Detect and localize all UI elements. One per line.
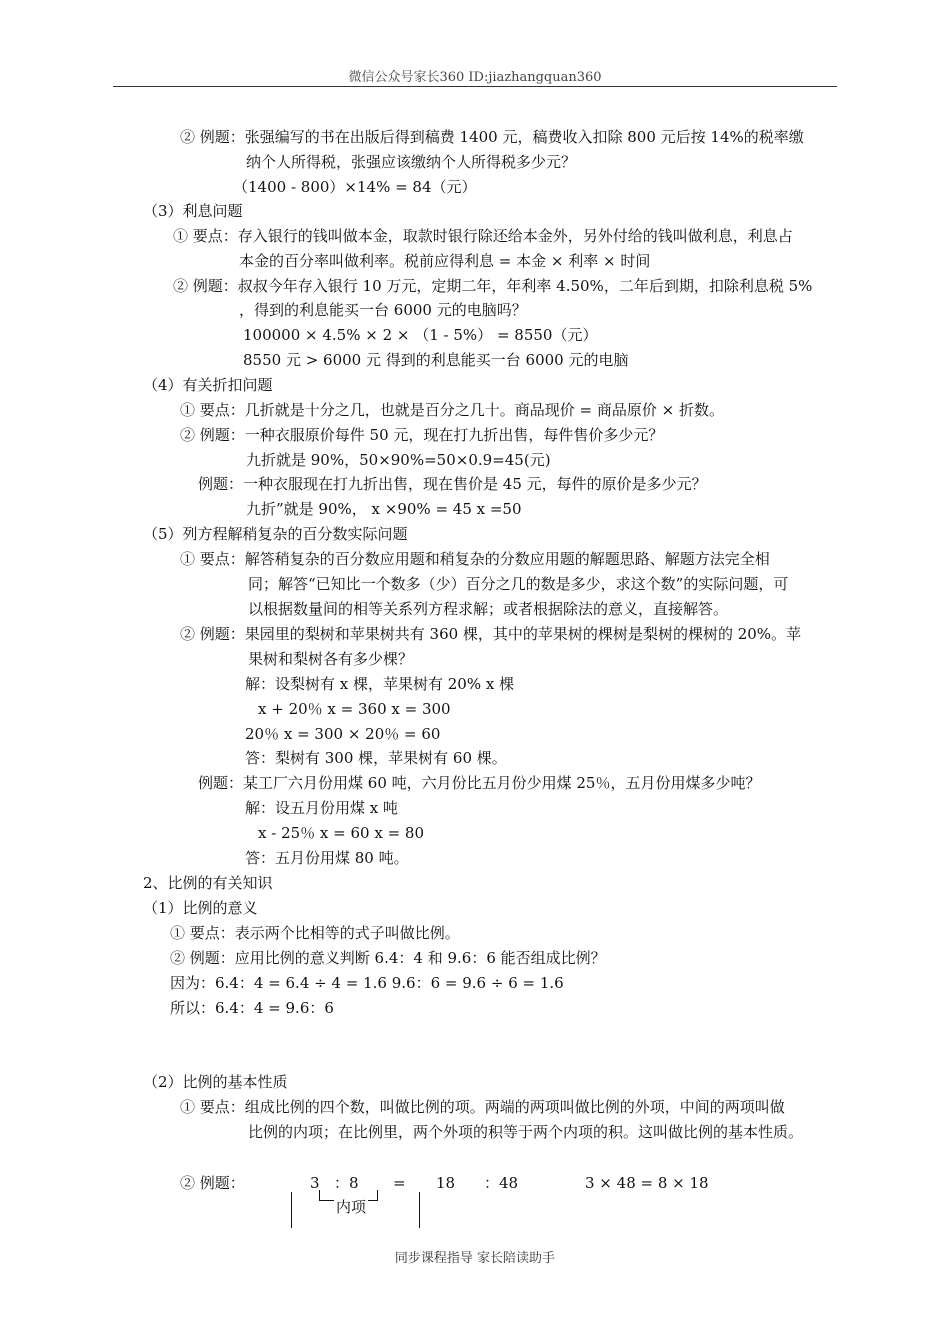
text-line: 答：梨树有 300 棵，苹果树有 60 棵。 xyxy=(245,749,507,767)
text-line: 果树和梨树各有多少棵？ xyxy=(248,650,414,668)
text-line: 答：五月份用煤 80 吨。 xyxy=(245,849,409,867)
text-line: ① 要点：表示两个比相等的式子叫做比例。 xyxy=(170,924,460,942)
text-line: ② 例题：叔叔今年存入银行 10 万元，定期二年，年利率 4.50%，二年后到期，扣除利息税 5% xyxy=(173,277,813,295)
section-heading: （1）比例的意义 xyxy=(143,899,258,917)
text-line: ① 要点：组成比例的四个数，叫做比例的项。两端的两项叫做比例的外项，中间的两项叫做 xyxy=(180,1098,785,1116)
text-line: 同；解答“已知比一个数多（少）百分之几的数是多少，求这个数”的实际问题，可 xyxy=(248,575,789,593)
text-line: ② 例题：应用比例的意义判断 6.4：4 和 9.6：6 能否组成比例？ xyxy=(170,949,606,967)
section-heading: （2）比例的基本性质 xyxy=(143,1073,288,1091)
text-line: 20％ x = 300 × 20％ = 60 xyxy=(245,725,441,743)
page-header: 微信公众号家长360 ID:jiazhangquan360 xyxy=(348,70,602,85)
equals-sign: = xyxy=(393,1174,406,1192)
text-line: 100000 × 4.5% × 2 × （1 - 5%） = 8550（元） xyxy=(243,326,598,344)
section-heading: （5）列方程解稍复杂的百分数实际问题 xyxy=(143,525,408,543)
header-rule xyxy=(113,86,837,87)
proportion-term: ：8 xyxy=(334,1174,359,1192)
text-line: 以根据数量间的相等关系列方程求解；或者根据除法的意义，直接解答。 xyxy=(248,600,729,618)
section-heading: （3）利息问题 xyxy=(143,202,243,220)
text-line: （1400 - 800）×14% = 84（元） xyxy=(233,178,477,196)
page-footer: 同步课程指导 家长陪读助手 xyxy=(394,1251,556,1266)
text-line: ，得到的利息能买一台 6000 元的电脑吗？ xyxy=(239,301,527,319)
text-line: 所以：6.4：4 = 9.6：6 xyxy=(170,999,334,1017)
text-line: x - 25％ x = 60 x = 80 xyxy=(258,824,424,842)
text-line: x + 20％ x = 360 x = 300 xyxy=(258,700,451,718)
text-line: 例题：一种衣服现在打九折出售，现在售价是 45 元，每件的原价是多少元？ xyxy=(198,475,707,493)
section-heading: 2、比例的有关知识 xyxy=(143,874,273,892)
text-line: 8550 元 > 6000 元 得到的利息能买一台 6000 元的电脑 xyxy=(243,351,629,369)
inner-terms-label: 内项 xyxy=(336,1198,367,1216)
text-line: 解：设梨树有 x 棵，苹果树有 20% x 棵 xyxy=(245,675,515,693)
outer-term-marker xyxy=(291,1192,292,1228)
text-line: 比例的内项；在比例里，两个外项的积等于两个内项的积。这叫做比例的基本性质。 xyxy=(248,1123,804,1141)
text-line: ② 例题：果园里的梨树和苹果树共有 360 棵，其中的苹果树的棵树是梨树的棵树的 20%。苹 xyxy=(180,625,802,643)
section-heading: （4）有关折扣问题 xyxy=(143,376,273,394)
proportion-term: ：48 xyxy=(484,1174,519,1192)
text-line: 九折就是 90%，50×90%=50×0.9=45(元) xyxy=(246,451,551,469)
proportion-term: 3 xyxy=(310,1174,320,1192)
example-label: ② 例题： xyxy=(180,1174,245,1192)
text-line: ① 要点：解答稍复杂的百分数应用题和稍复杂的分数应用题的解题思路、解题方法完全相 xyxy=(180,550,770,568)
text-line: 解：设五月份用煤 x 吨 xyxy=(245,799,398,817)
text-line: 九折”就是 90%， x ×90% = 45 x =50 xyxy=(246,500,522,518)
text-line: 本金的百分率叫做利率。税前应得利息 = 本金 × 利率 × 时间 xyxy=(239,252,651,270)
text-line: ① 要点：存入银行的钱叫做本金，取款时银行除还给本金外，另外付给的钱叫做利息，利息占 xyxy=(173,227,793,245)
outer-term-marker xyxy=(419,1192,420,1228)
text-line: 纳个人所得税，张强应该缴纳个人所得税多少元？ xyxy=(246,153,577,171)
product-equation: 3 × 48 = 8 × 18 xyxy=(585,1174,709,1192)
text-line: ② 例题：一种衣服原价每件 50 元，现在打九折出售，每件售价多少元？ xyxy=(180,426,664,444)
text-line: 因为：6.4：4 = 6.4 ÷ 4 = 1.6 9.6：6 = 9.6 ÷ 6 = 1.6 xyxy=(170,974,564,992)
text-line: 例题：某工厂六月份用煤 60 吨，六月份比五月份少用煤 25％，五月份用煤多少吨？ xyxy=(198,774,761,792)
text-line: ① 要点：几折就是十分之几，也就是百分之几十。商品现价 = 商品原价 × 折数。 xyxy=(180,401,724,419)
text-line: ② 例题：张强编写的书在出版后得到稿费 1400 元，稿费收入扣除 800 元后按 14%的税率缴 xyxy=(180,128,804,146)
proportion-term: 18 xyxy=(436,1174,456,1192)
